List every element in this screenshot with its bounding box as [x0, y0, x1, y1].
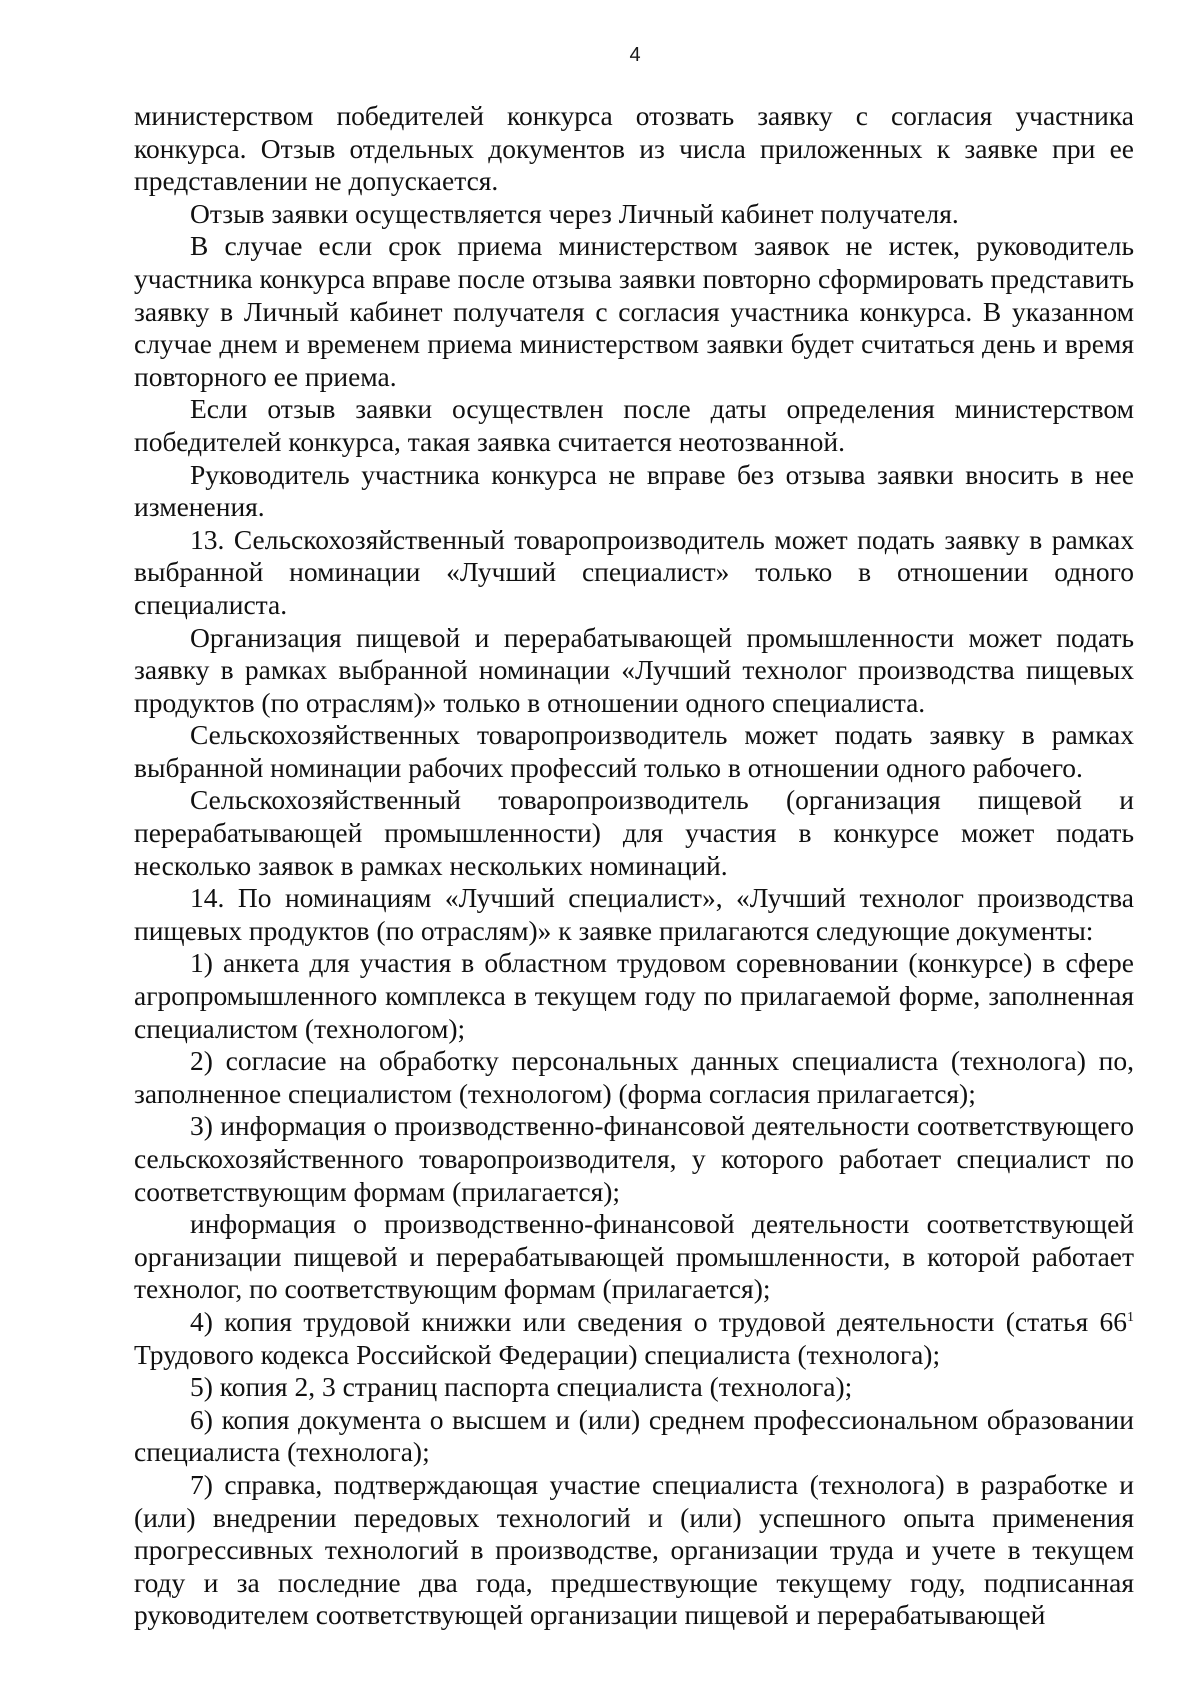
paragraph: Руководитель участника конкурса не вправе без отзыва заявки вносить в нее изменения.: [134, 458, 1134, 523]
paragraph: информация о производственно-финансовой деятельности соответствующей организации пищевой и перерабатывающей промышленности, в которой работает технолог, по соответствующим формам (прилагается);: [134, 1208, 1134, 1305]
paragraph: 13. Сельскохозяйственный товаропроизводитель может подать заявку в рамках выбранной номинации «Лучший специалист» только в отношении одного специалиста.: [134, 523, 1134, 620]
paragraph: Сельскохозяйственный товаропроизводитель (организация пищевой и перерабатывающей промышленности) для участия в конкурсе может подать несколько заявок в рамках нескольких номинаций.: [134, 784, 1134, 881]
text-before-sup: 4) копия трудовой книжки или сведения о трудовой деятельности (статья 66: [190, 1305, 1127, 1337]
superscript: 1: [1127, 1309, 1134, 1325]
paragraph: Отзыв заявки осуществляется через Личный кабинет получателя.: [190, 197, 959, 229]
paragraph: Организация пищевой и перерабатывающей промышленности может подать заявку в рамках выбранной номинации «Лучший технолог производства пищевых продуктов (по отраслям)» только в отношении одного специалиста.: [134, 621, 1134, 718]
paragraph: В случае если срок приема министерством заявок не истек, руководитель участника конкурса вправе после отзыва заявки повторно сформировать представить заявку в Личный кабинет получателя с согласия участника конкурса. В указанном случае днем и временем приема министерством заявки будет считаться день и время повторного ее приема.: [134, 230, 1134, 392]
document-body: [134, 100, 1134, 1632]
list-item: 7) справка, подтверждающая участие специалиста (технолога) в разработке и (или) внедрении передовых технологий и (или) успешного опыта применения прогрессивных технологий в производстве, организации труда и учете в текущем году и за последние два года, предшествующие текущему году, подписанная руководителем соответствующей организации пищевой и перерабатывающей: [134, 1468, 1134, 1631]
text-after-sup: Трудового кодекса Российской Федерации) специалиста (технолога);: [134, 1338, 941, 1370]
paragraph: Если отзыв заявки осуществлен после даты определения министерством победителей конкурса, такая заявка считается неотозванной.: [134, 393, 1134, 457]
list-item: 6) копия документа о высшем и (или) среднем профессиональном образовании специалиста (технолога);: [134, 1403, 1134, 1468]
paragraph: 14. По номинациям «Лучший специалист», «Лучший технолог производства пищевых продуктов (по отраслям)» к заявке прилагаются следующие документы:: [134, 882, 1134, 946]
list-item: 1) анкета для участия в областном трудовом соревновании (конкурсе) в сфере агропромышленного комплекса в текущем году по прилагаемой форме, заполненная специалистом (технологом);: [134, 947, 1134, 1044]
list-item: [134, 1306, 1134, 1371]
list-item: 3) информация о производственно-финансовой деятельности соответствующего сельскохозяйственного товаропроизводителя, у которого работает специалист по соответствующим формам (прилагается);: [134, 1110, 1134, 1207]
paragraph: министерством победителей конкурса отозвать заявку с согласия участника конкурса. Отзыв отдельных документов из числа приложенных к заявке при ее представлении не допускается.: [134, 100, 1134, 197]
paragraph: Сельскохозяйственных товаропроизводитель может подать заявку в рамках выбранной номинации рабочих профессий только в отношении одного рабочего.: [134, 719, 1134, 783]
page-number: 4: [629, 44, 641, 66]
list-item: 5) копия 2, 3 страниц паспорта специалиста (технолога);: [190, 1371, 853, 1403]
list-item: 2) согласие на обработку персональных данных специалиста (технолога) по, заполненное специалистом (технологом) (форма согласия прилагается);: [134, 1045, 1134, 1109]
